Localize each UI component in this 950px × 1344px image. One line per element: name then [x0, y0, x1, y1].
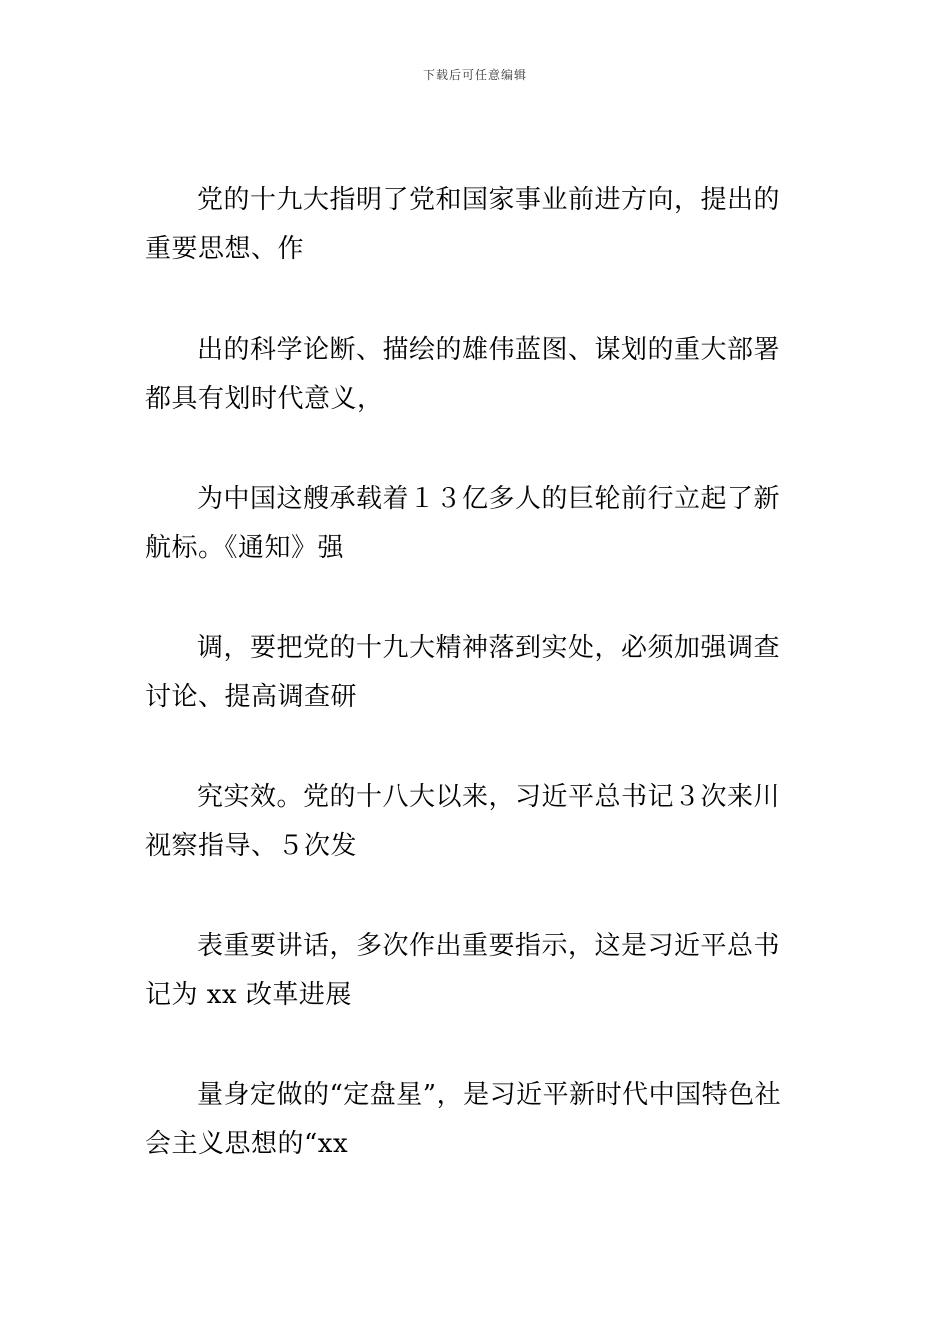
paragraph-1: 党的十九大指明了党和国家事业前进方向，提出的重要思想、作	[145, 185, 781, 264]
paragraph-4: 调，要把党的十九大精神落到实处，必须加强调查讨论、提高调查研	[145, 633, 781, 712]
paragraph-6: 表重要讲话，多次作出重要指示，这是习近平总书记为 xx 改革进展	[145, 931, 781, 1010]
header-note: 下载后可任意编辑	[422, 68, 527, 82]
paragraph-5: 究实效。党的十八大以来，习近平总书记３次来川视察指导、５次发	[145, 782, 781, 861]
paragraph-3: 为中国这艘承载着１３亿多人的巨轮前行立起了新航标。《通知》强	[145, 484, 781, 563]
paragraph-2: 出的科学论断、描绘的雄伟蓝图、谋划的重大部署都具有划时代意义，	[145, 335, 781, 414]
paragraph-7: 量身定做的“定盘星”，是习近平新时代中国特色社会主义思想的“xx	[145, 1080, 782, 1159]
